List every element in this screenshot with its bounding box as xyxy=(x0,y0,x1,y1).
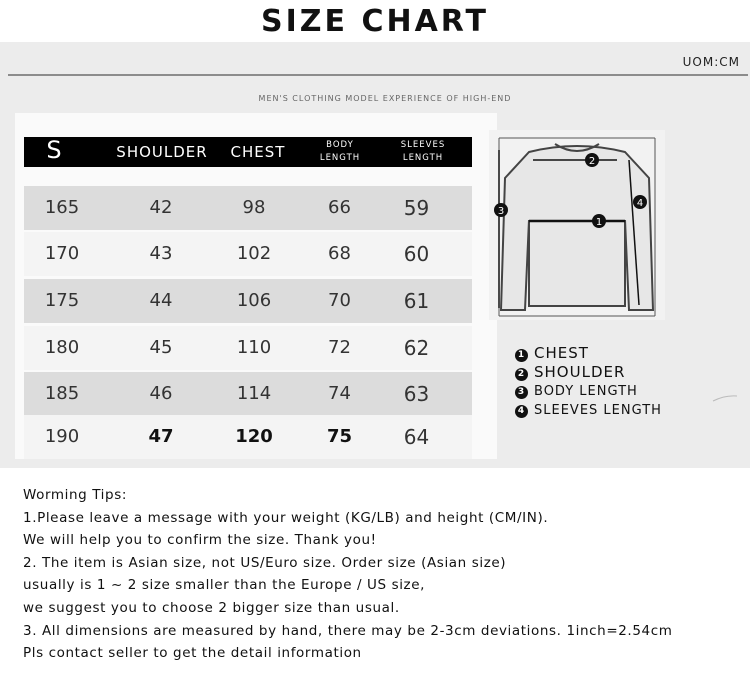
legend-label: CHEST xyxy=(534,344,589,362)
svg-text:3: 3 xyxy=(497,206,505,217)
svg-text:1: 1 xyxy=(595,217,603,228)
size-table-header xyxy=(24,137,472,167)
marker-3 xyxy=(494,203,508,217)
legend-label: BODY LENGTH xyxy=(534,384,638,399)
cell-size: 175 xyxy=(44,290,80,311)
cell-size: 170 xyxy=(44,243,80,264)
cell-chest: 106 xyxy=(236,290,272,311)
cell-shoulder: 46 xyxy=(149,383,173,404)
legend-item-chest xyxy=(515,344,662,363)
cell-chest: 110 xyxy=(236,337,272,358)
cell-body-length: 74 xyxy=(328,383,351,404)
table-row xyxy=(24,186,472,230)
cell-shoulder: 47 xyxy=(148,426,174,447)
table-row xyxy=(24,279,472,323)
subtitle: MEN'S CLOTHING MODEL EXPERIENCE OF HIGH-END xyxy=(258,94,512,103)
legend-item-sleeves-length xyxy=(515,401,662,420)
cell-sleeves-length: 60 xyxy=(403,242,430,266)
tip-line: 3. All dimensions are measured by hand, there may be 2-3cm deviations. 1inch=2.54cm xyxy=(23,622,673,639)
table-row xyxy=(24,232,472,276)
cell-body-length: 68 xyxy=(328,243,351,264)
cell-shoulder: 45 xyxy=(149,337,173,358)
cell-sleeves-length: 63 xyxy=(403,382,430,406)
cell-sleeves-length: 59 xyxy=(403,196,430,220)
unit-of-measure: UOM:CM xyxy=(682,55,740,69)
legend-number-badge: 4 xyxy=(515,405,528,418)
cell-body-length: 75 xyxy=(326,426,353,447)
header-body-length-line1: BODY xyxy=(326,140,354,150)
svg-text:4: 4 xyxy=(636,198,644,209)
cell-chest: 114 xyxy=(236,383,272,404)
cell-sleeves-length: 61 xyxy=(403,289,430,313)
table-row xyxy=(24,415,472,459)
tip-line: 2. The item is Asian size, not US/Euro size. Order size (Asian size) xyxy=(23,554,507,571)
tip-line: We will help you to confirm the size. Thank you! xyxy=(23,532,377,549)
measurement-legend xyxy=(515,344,662,420)
legend-label: SLEEVES LENGTH xyxy=(534,403,662,418)
legend-number-badge: 3 xyxy=(515,386,528,399)
header-size: S xyxy=(46,136,62,164)
cell-shoulder: 44 xyxy=(149,290,173,311)
cell-body-length: 66 xyxy=(328,197,351,218)
legend-item-shoulder xyxy=(515,363,662,382)
cell-shoulder: 42 xyxy=(149,197,173,218)
cell-body-length: 72 xyxy=(328,337,351,358)
legend-label: SHOULDER xyxy=(534,363,626,381)
cell-shoulder: 43 xyxy=(149,243,173,264)
marker-1 xyxy=(592,214,606,228)
cell-chest: 102 xyxy=(236,243,272,264)
tip-line: we suggest you to choose 2 bigger size than usual. xyxy=(23,599,400,616)
sizing-tips xyxy=(23,484,743,665)
decorative-stroke xyxy=(712,394,738,402)
cell-size: 190 xyxy=(44,426,80,447)
cell-body-length: 70 xyxy=(328,290,351,311)
size-chart-title: SIZE CHART xyxy=(260,4,490,39)
svg-text:2: 2 xyxy=(588,156,596,167)
cell-chest: 120 xyxy=(235,426,273,447)
divider xyxy=(8,74,748,76)
legend-item-body-length xyxy=(515,382,662,401)
header-sleeves-length-line1: SLEEVES xyxy=(400,140,446,150)
cell-sleeves-length: 64 xyxy=(403,425,430,449)
cell-size: 165 xyxy=(44,197,80,218)
legend-number-badge: 1 xyxy=(515,349,528,362)
header-sleeves-length-line2: LENGTH xyxy=(402,153,444,163)
header-body-length-line2: LENGTH xyxy=(319,153,361,163)
table-row xyxy=(24,326,472,370)
header-body-length xyxy=(306,137,374,165)
legend-number-badge: 2 xyxy=(515,368,528,381)
tip-line: usually is 1 ~ 2 size smaller than the Europe / US size, xyxy=(23,577,426,594)
header-shoulder: SHOULDER xyxy=(116,143,208,161)
cell-size: 185 xyxy=(44,383,80,404)
header-sleeves-length xyxy=(386,137,460,165)
table-row xyxy=(24,372,472,416)
tips-heading: Worming Tips: xyxy=(23,487,127,503)
tip-line: 1.Please leave a message with your weight (KG/LB) and height (CM/IN). xyxy=(23,509,549,526)
shirt-measurement-diagram xyxy=(489,130,665,320)
cell-sleeves-length: 62 xyxy=(403,336,430,360)
marker-4 xyxy=(633,195,647,209)
marker-2 xyxy=(585,153,599,167)
cell-chest: 98 xyxy=(242,197,266,218)
cell-size: 180 xyxy=(44,337,80,358)
tip-line: Pls contact seller to get the detail information xyxy=(23,645,362,662)
header-chest: CHEST xyxy=(230,143,286,161)
